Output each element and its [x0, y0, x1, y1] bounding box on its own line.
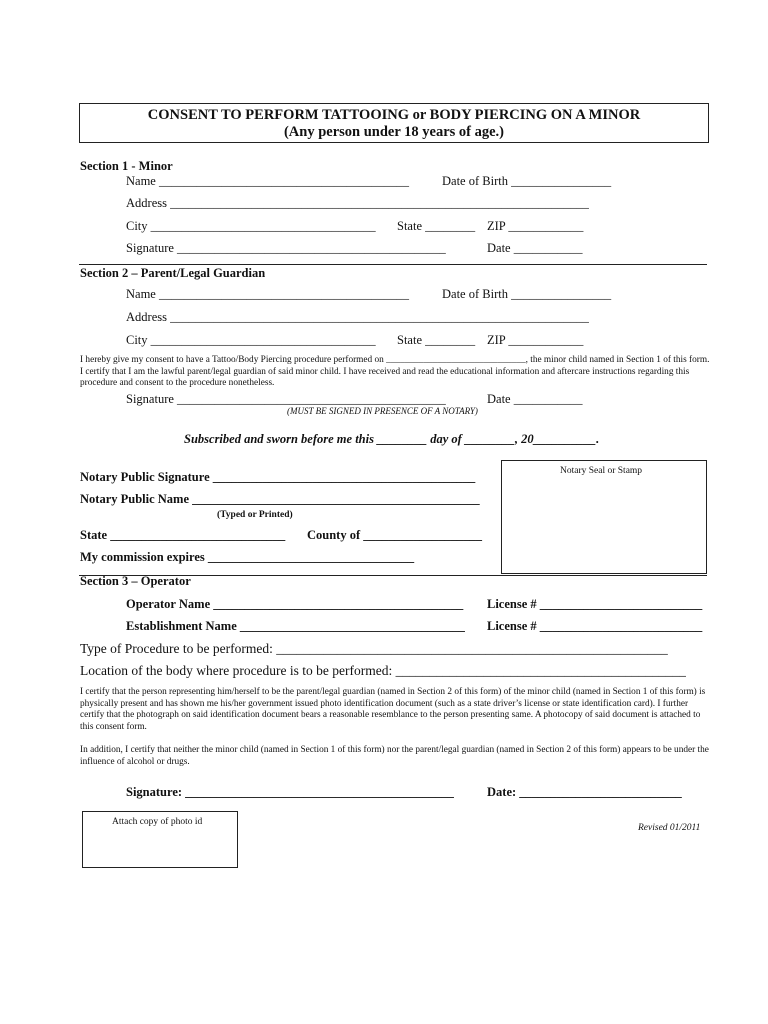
typed-or-printed-label: (Typed or Printed) [217, 510, 293, 520]
minor-dob-field[interactable]: Date of Birth ________________ [442, 174, 612, 188]
section1-heading: Section 1 - Minor [80, 159, 173, 173]
operator-name-field[interactable]: Operator Name ________________________________________ [126, 597, 464, 611]
revision-date: Revised 01/2011 [638, 823, 701, 833]
photo-id-label: Attach copy of photo id [112, 817, 203, 827]
minor-signature-field[interactable]: Signature ___________________________________________ [126, 241, 446, 255]
operator-license-field[interactable]: License # __________________________ [487, 597, 703, 611]
guardian-city-field[interactable]: City ____________________________________ [126, 333, 376, 347]
form-subtitle: (Any person under 18 years of age.) [283, 124, 505, 140]
notary-seal-box [501, 460, 707, 574]
minor-name-field[interactable]: Name ________________________________________ [126, 174, 409, 188]
operator-date-field[interactable]: Date: __________________________ [487, 785, 682, 799]
guardian-consent-text: I hereby give my consent to have a Tattoo/Body Piercing procedure performed on ______________________________, the minor child named in Section 1 of this form. I certify that I am the lawful parent/legal guardian of said minor child. I have received and read the educational information and aftercare instructions regarding this procedure and consent to the procedure nonetheless. [80, 355, 710, 389]
minor-state-field[interactable]: State ________ [397, 219, 476, 233]
establishment-name-field[interactable]: Establishment Name ____________________________________ [126, 619, 465, 633]
section3-heading: Section 3 – Operator [80, 574, 191, 588]
section2-heading: Section 2 – Parent/Legal Guardian [80, 266, 266, 280]
notary-name-field[interactable]: Notary Public Name ______________________________________________ [80, 492, 480, 506]
establishment-license-field[interactable]: License # __________________________ [487, 619, 703, 633]
notary-signature-field[interactable]: Notary Public Signature __________________________________________ [80, 470, 476, 484]
notary-county-field[interactable]: County of ___________________ [307, 528, 483, 542]
minor-city-field[interactable]: City ____________________________________ [126, 219, 376, 233]
guardian-zip-field[interactable]: ZIP ____________ [487, 333, 584, 347]
section-divider [79, 264, 707, 265]
photo-id-box [82, 811, 238, 868]
sobriety-certification-text: In addition, I certify that neither the minor child (named in Section 1 of this form) nor the parent/legal guardian (named in Section 2 of this form) appears to be under the influence of alcohol or drugs. [80, 745, 709, 767]
form-title: CONSENT TO PERFORM TATTOOING or BODY PIERCING ON A MINOR [147, 107, 641, 123]
procedure-type-field[interactable]: Type of Procedure to be performed: __________________________________________________________ [80, 641, 668, 656]
minor-address-field[interactable]: Address ___________________________________________________________________ [126, 196, 589, 210]
guardian-state-field[interactable]: State ________ [397, 333, 476, 347]
body-location-field[interactable]: Location of the body where procedure is to be performed: ___________________________________________ [80, 663, 686, 678]
commission-expires-field[interactable]: My commission expires _________________________________ [80, 550, 415, 564]
guardian-name-field[interactable]: Name ________________________________________ [126, 287, 409, 301]
notary-presence-note: (MUST BE SIGNED IN PRESENCE OF A NOTARY) [287, 406, 478, 416]
guardian-date-field[interactable]: Date ___________ [487, 392, 583, 406]
notary-state-field[interactable]: State ____________________________ [80, 528, 286, 542]
minor-date-field[interactable]: Date ___________ [487, 241, 583, 255]
sworn-statement[interactable]: Subscribed and sworn before me this ________ day of ________, 20__________. [184, 432, 600, 446]
guardian-dob-field[interactable]: Date of Birth ________________ [442, 287, 612, 301]
minor-zip-field[interactable]: ZIP ____________ [487, 219, 584, 233]
guardian-signature-field[interactable]: Signature ___________________________________________ [126, 392, 446, 406]
form-title-box [79, 103, 709, 143]
operator-signature-field[interactable]: Signature: ___________________________________________ [126, 785, 454, 799]
operator-certification-text: I certify that the person representing him/herself to be the parent/legal guardian (named in Section 2 of this form) of the minor child (named in Section 1 of this form) is physically present and has shown me his/her government issued photo identification document (such as a state driver’s license or state identification card). I further certify that the photograph on said identification document bears a reasonable resemblance to the person presenting same. A photocopy of said document is attached to this consent form. [80, 687, 706, 732]
guardian-address-field[interactable]: Address ___________________________________________________________________ [126, 310, 589, 324]
notary-seal-label: Notary Seal or Stamp [560, 466, 643, 476]
